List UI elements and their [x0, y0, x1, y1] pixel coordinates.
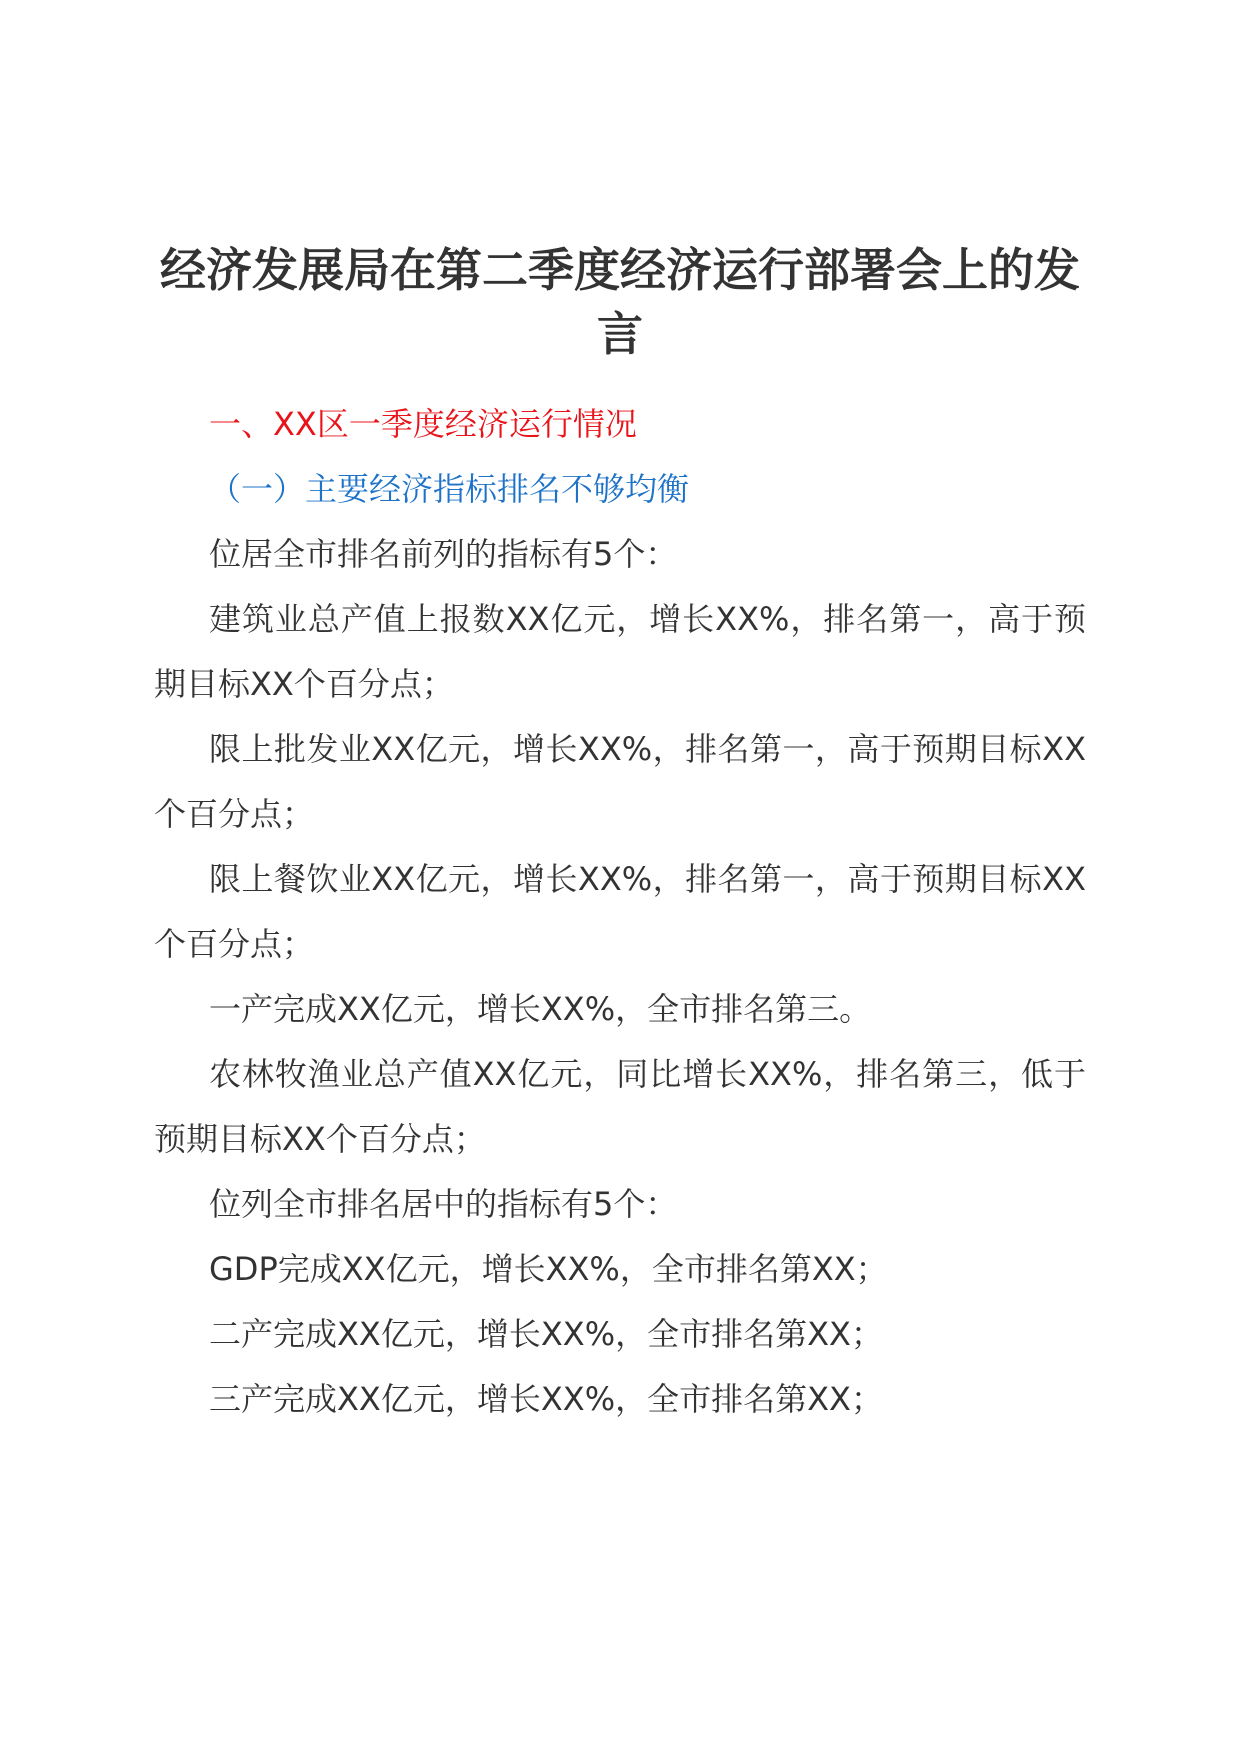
paragraph-middle-indicators-intro: 位列全市排名居中的指标有5个：: [209, 1185, 678, 1223]
paragraph-tertiary-industry: 三产完成XX亿元，增长XX%，全市排名第XX；: [209, 1380, 883, 1418]
paragraph-construction: 建筑业总产值上报数XX亿元，增长XX%，排名第一，高于预期目标XX个百分点；: [154, 600, 1086, 703]
paragraph-gdp: GDP完成XX亿元，增长XX%，全市排名第XX；: [209, 1250, 888, 1288]
paragraph-wholesale: 限上批发业XX亿元，增长XX%，排名第一，高于预期目标XX个百分点；: [154, 730, 1086, 833]
section-heading-1: 一、XX区一季度经济运行情况: [209, 405, 637, 443]
paragraph-leading-indicators-intro: 位居全市排名前列的指标有5个：: [209, 535, 678, 573]
paragraph-primary-industry: 一产完成XX亿元，增长XX%，全市排名第三。: [209, 990, 872, 1028]
document-title: 经济发展局在第二季度经济运行部署会上的发言: [160, 243, 1080, 361]
subsection-heading-1: （一）主要经济指标排名不够均衡: [209, 470, 690, 508]
paragraph-secondary-industry: 二产完成XX亿元，增长XX%，全市排名第XX；: [209, 1315, 883, 1353]
document-body: [154, 392, 1086, 1432]
document-page: [154, 238, 1086, 1432]
paragraph-agriculture: 农林牧渔业总产值XX亿元，同比增长XX%，排名第三，低于预期目标XX个百分点；: [154, 1055, 1086, 1158]
paragraph-catering: 限上餐饮业XX亿元，增长XX%，排名第一，高于预期目标XX个百分点；: [154, 860, 1086, 963]
